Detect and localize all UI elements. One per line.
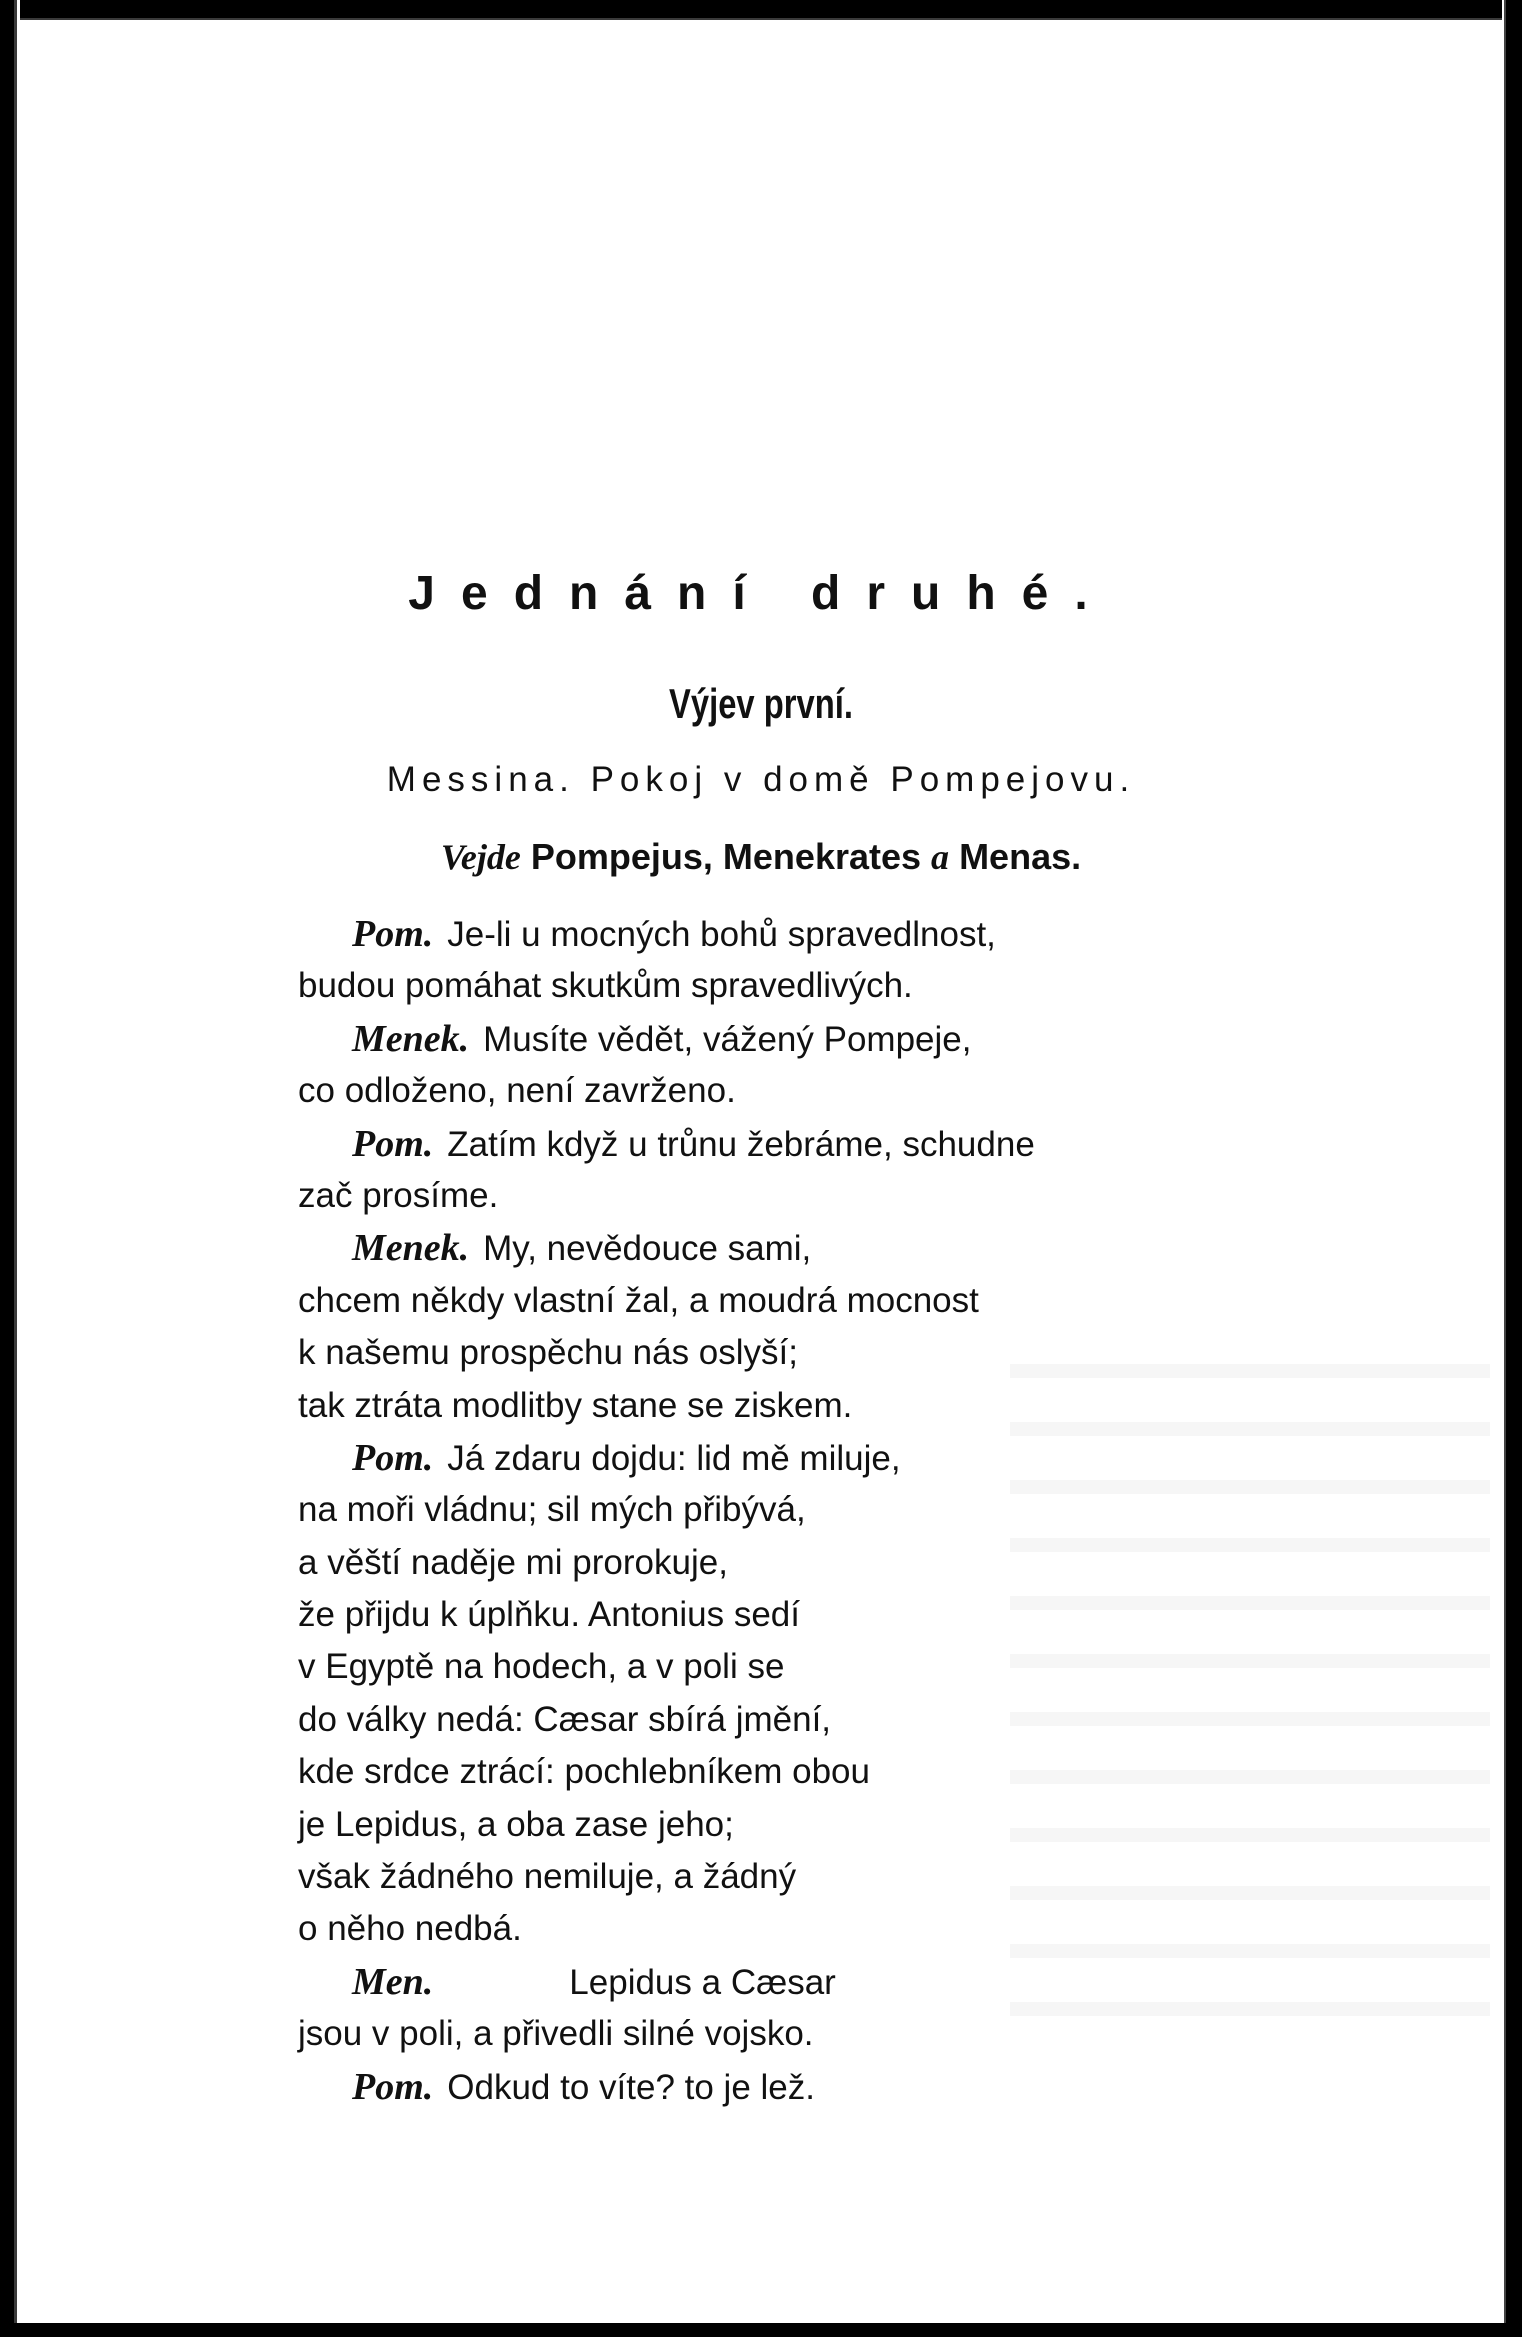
verse-line (298, 1537, 1278, 1589)
speaker-name: Menek. (352, 1227, 470, 1270)
line-text: však žádného nemiluje, a žádný (298, 1857, 797, 1897)
scene-title: Výjev první. (669, 680, 853, 727)
line-text: Odkud to víte? to je lež. (447, 2067, 815, 2107)
verse-line (298, 1956, 1278, 2008)
verse-line (298, 1432, 1278, 1484)
speaker-name: Men. (352, 1960, 434, 2003)
speaker-name: Pom. (352, 1122, 434, 1165)
line-text: co odloženo, není zavrženo. (298, 1071, 736, 1111)
scene-setting: Messina. Pokoj v domě Pompejovu. (386, 760, 1136, 799)
verse-line (298, 960, 1278, 1012)
line-text: Já zdaru dojdu: lid mě miluje, (447, 1438, 901, 1478)
stage-direction-verb: Vejde (440, 837, 521, 877)
verse-line (298, 2008, 1278, 2060)
line-text: chcem někdy vlastní žal, a moudrá mocnost (298, 1280, 979, 1320)
verse-line (298, 1851, 1278, 1903)
stage-direction-names: Pompejus, Menekrates (530, 836, 922, 877)
dialogue-text (298, 908, 1278, 2113)
line-text: k našemu prospěchu nás oslyší; (298, 1333, 798, 1373)
stage-direction-conj: a (931, 837, 950, 877)
line-text: Je-li u mocných bohů spravedlnost, (447, 915, 996, 954)
verse-line (298, 1694, 1278, 1746)
line-text: na moři vládnu; sil mých přibývá, (298, 1490, 806, 1530)
line-text: kde srdce ztrácí: pochlebníkem obou (298, 1752, 870, 1792)
line-text: Zatím když u trůnu žebráme, schudne (447, 1124, 1035, 1164)
line-text: budou pomáhat skutkům spravedlivých. (298, 966, 913, 1006)
verse-line (298, 1380, 1278, 1432)
verse-line (298, 1641, 1278, 1693)
verse-line (298, 1013, 1278, 1065)
verse-line (298, 1275, 1278, 1327)
line-text: že přijdu k úplňku. Antonius sedí (298, 1595, 800, 1635)
act-title: Jednání druhé. (408, 567, 1114, 620)
line-text: My, nevědouce sami, (483, 1229, 812, 1269)
verse-line (298, 908, 1278, 960)
line-text: o něho nedbá. (298, 1909, 522, 1949)
line-text: v Egyptě na hodech, a v poli se (298, 1647, 785, 1687)
stage-direction (0, 836, 1522, 878)
line-text: jsou v poli, a přivedli silné vojsko. (298, 2014, 814, 2054)
speaker-name: Pom. (352, 1436, 434, 1479)
line-text: a věští naděje mi prorokuje, (298, 1542, 728, 1582)
verse-line (298, 1746, 1278, 1798)
speaker-name: Pom. (352, 913, 434, 955)
verse-line (298, 1118, 1278, 1170)
verse-line (298, 1484, 1278, 1536)
line-text: Musíte vědět, vážený Pompeje, (483, 1019, 972, 1059)
line-text: je Lepidus, a oba zase jeho; (298, 1804, 734, 1844)
verse-line (298, 1170, 1278, 1222)
verse-line (298, 2061, 1278, 2113)
verse-line (298, 1903, 1278, 1955)
speaker-name: Pom. (352, 2065, 434, 2108)
verse-line (298, 1222, 1278, 1274)
line-text: Lepidus a Cæsar (569, 1962, 836, 2002)
verse-line (298, 1327, 1278, 1379)
verse-line (298, 1065, 1278, 1117)
stage-direction-last: Menas. (959, 836, 1082, 877)
line-text: do války nedá: Cæsar sbírá jmění, (298, 1699, 832, 1739)
speaker-name: Menek. (352, 1017, 470, 1060)
verse-line (298, 1799, 1278, 1851)
line-text: tak ztráta modlitby stane se ziskem. (298, 1385, 853, 1425)
line-text: zač prosíme. (298, 1175, 499, 1215)
verse-line (298, 1589, 1278, 1641)
